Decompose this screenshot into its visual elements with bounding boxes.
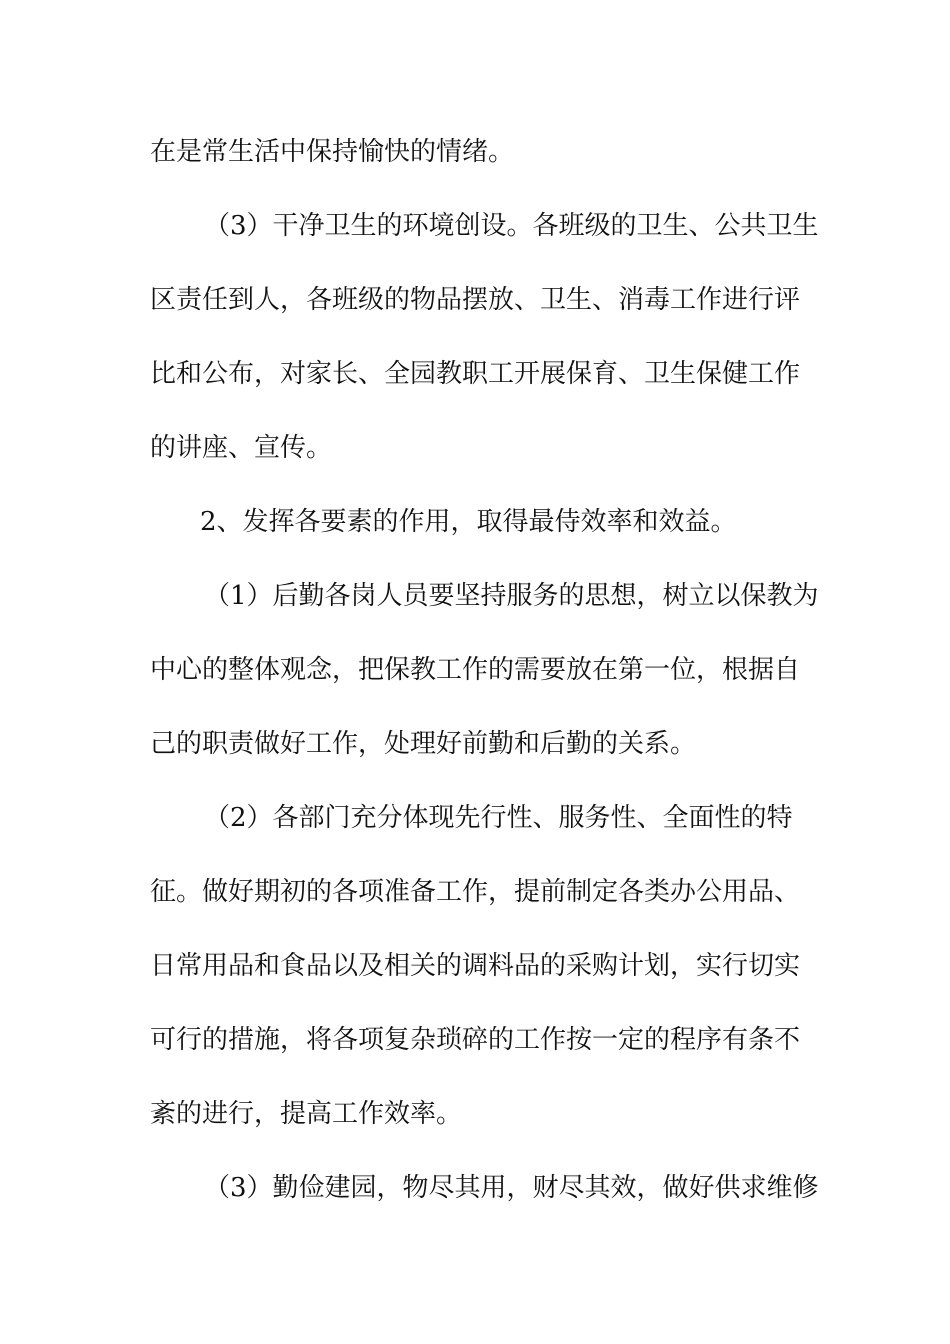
paragraph-1-heading-line: （1）后勤各岗人员要坚持服务的思想，树立以保教为	[204, 581, 819, 611]
text-line: 己的职责做好工作，处理好前勤和后勤的关系。	[150, 729, 697, 759]
text-line: 日常用品和食品以及相关的调料品的采购计划，实行切实	[150, 951, 801, 981]
section-2-heading: 2、发挥各要素的作用，取得最侍效率和效益。	[200, 507, 737, 537]
paragraph-3-heading-line: （3）干净卫生的环境创设。各班级的卫生、公共卫生	[204, 211, 819, 241]
text-line: 征。做好期初的各项准备工作，提前制定各类办公用品、	[150, 877, 801, 907]
text-line: 区责任到人，各班级的物品摆放、卫生、消毒工作进行评	[150, 285, 801, 315]
text-line: 在是常生活中保持愉快的情绪。	[150, 137, 515, 167]
text-line: 的讲座、宣传。	[150, 433, 333, 463]
text-line: 紊的进行，提高工作效率。	[150, 1099, 463, 1129]
paragraph-3b-heading-line: （3）勤俭建园，物尽其用，财尽其效，做好供求维修	[204, 1173, 819, 1203]
text-line: 比和公布，对家长、全园教职工开展保育、卫生保健工作	[150, 359, 801, 389]
text-line: 可行的措施，将各项复杂琐碎的工作按一定的程序有条不	[150, 1025, 801, 1055]
text-line: 中心的整体观念，把保教工作的需要放在第一位，根据自	[150, 655, 801, 685]
paragraph-2-heading-line: （2）各部门充分体现先行性、服务性、全面性的特	[204, 803, 793, 833]
